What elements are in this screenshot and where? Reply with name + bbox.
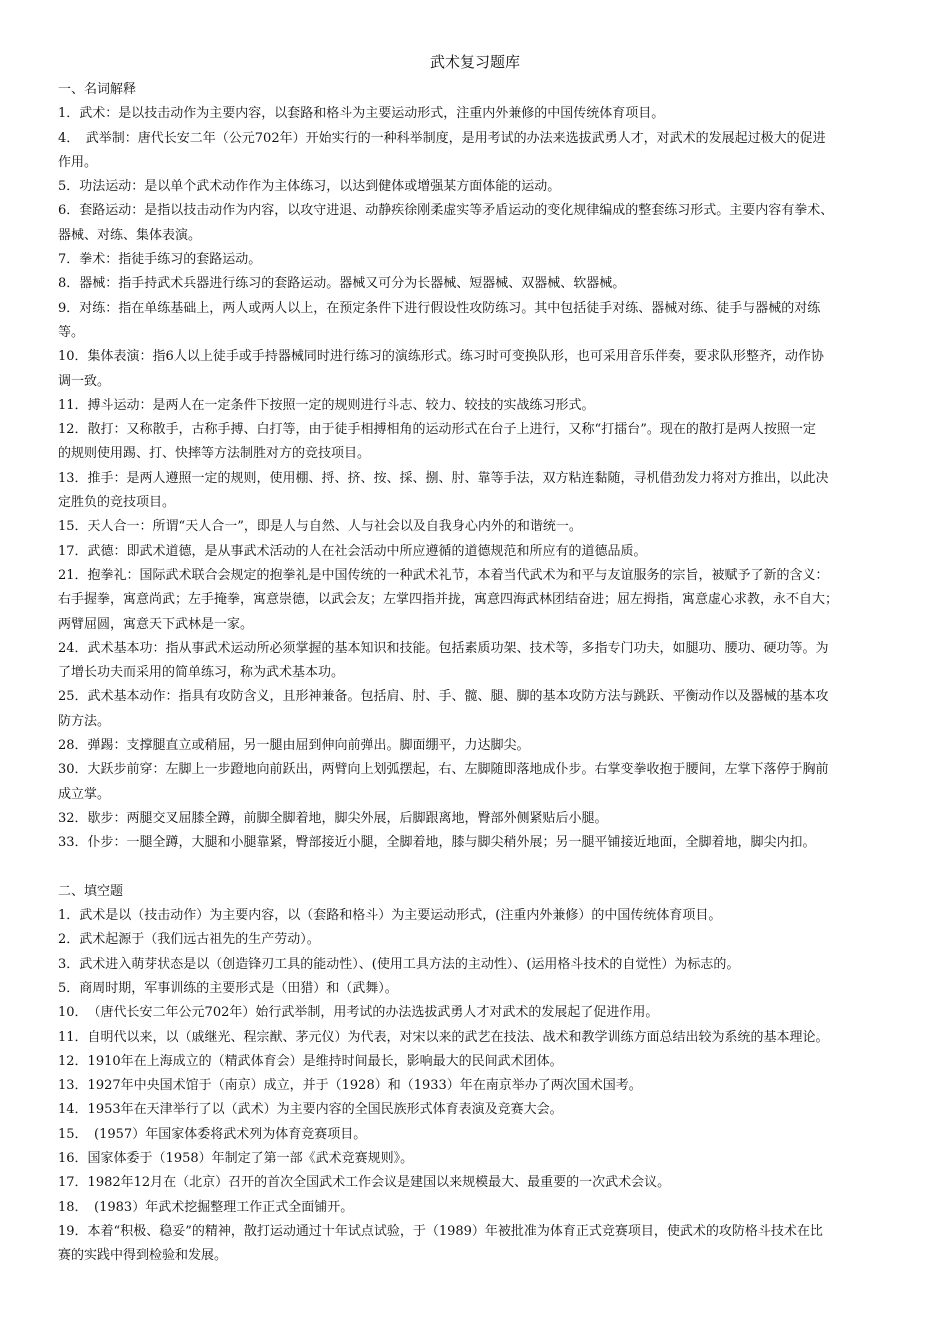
term-entry-line: 定胜负的竞技项目。 (58, 495, 176, 511)
term-entry-line: 12．散打：又称散手，古称手搏、白打等，由于徒手相搏相角的运动形式在台子上进行，又称“打擂台”。现在的散打是两人按照一定 (58, 422, 816, 438)
term-entry-line: 9．对练：指在单练基础上，两人或两人以上，在预定条件下进行假设性攻防练习。其中包括徒手对练、器械对练、徒手与器械的对练 (58, 300, 821, 316)
term-entry-line: 13．推手：是两人遵照一定的规则，使用棚、捋、挤、按、採、捌、肘、靠等手法，双方粘连黏随，寻机借劲发力将对方推出，以此决 (58, 470, 829, 486)
fill-blank-entry (58, 977, 912, 1001)
term-entry (58, 272, 912, 296)
term-entry (58, 467, 912, 516)
section-heading-terms: 一、名词解释 (58, 82, 137, 97)
term-entry (58, 199, 912, 248)
fill-blank-entry-line: 10． （唐代长安二年公元702年）始行武举制，用考试的办法选拔武勇人才对武术的发展起了促进作用。 (58, 1005, 659, 1021)
term-entry-line: 等。 (58, 324, 85, 340)
term-entry-line: 1．武术：是以技击动作为主要内容，以套路和格斗为主要运动形式，注重内外兼修的中国传统体育项目。 (58, 106, 665, 122)
term-entry (58, 297, 912, 346)
term-entry (58, 102, 912, 126)
term-entry-line: 25．武术基本动作：指具有攻防含义，且形神兼备。包括肩、肘、手、髋、腿、脚的基本攻防方法与跳跃、平衡动作以及器械的基本攻 (58, 689, 829, 705)
fill-blank-entry (58, 928, 912, 952)
section-heading-fill-blank: 二、填空题 (58, 883, 124, 899)
document-title: 武术复习题库 (429, 53, 520, 71)
fill-blank-entry (58, 1050, 912, 1074)
term-entry-line: 右手握拳，寓意尚武；左手掩拳，寓意崇德，以武会友；左掌四指并拢，寓意四海武林团结奋进；屈左拇指，寓意虚心求教，永不自大； (58, 592, 839, 608)
fill-blank-list (58, 904, 912, 1268)
term-entry-line: 了增长功夫而采用的简单练习，称为武术基本功。 (58, 665, 345, 681)
fill-blank-entry-line: 2．武术起源于（我们远古祖先的生产劳动）。 (58, 932, 320, 948)
fill-blank-entry (58, 1098, 912, 1122)
fill-blank-entry-line: 1．武术是以（技击动作）为主要内容，以（套路和格斗）为主要运动形式，(注重内外兼修）的中国传统体育项目。 (58, 908, 722, 924)
fill-blank-entry-line: 15． (1957）年国家体委将武术列为体育竞赛项目。 (58, 1126, 367, 1142)
term-entry-line: 11．搏斗运动：是两人在一定条件下按照一定的规则进行斗志、较力、较技的实战练习形式。 (58, 397, 595, 413)
term-entry-line: 24．武术基本功：指从事武术运动所必须掌握的基本知识和技能。包括素质功架、技术等，多指专门功夫，如腿功、腰功、硬功等。为 (58, 640, 829, 656)
fill-blank-entry-line: 19．本着“积极、稳妥”的精神，散打运动通过十年试点试验，于（1989）年被批准为体育正式竞赛项目，使武术的攻防格斗技术在比 (58, 1223, 823, 1239)
term-entry-line: 的规则使用踢、打、快摔等方法制胜对方的竞技项目。 (58, 446, 371, 462)
term-entry (58, 758, 912, 807)
term-entry-line: 32．歇步：两腿交叉屈膝全蹲，前脚全脚着地，脚尖外展，后脚跟离地，臀部外侧紧贴后小腿。 (58, 810, 608, 826)
term-entry-line: 两臂屈圆，寓意天下武林是一家。 (58, 616, 254, 632)
fill-blank-entry-line: 5．商周时期，军事训练的主要形式是（田猎）和（武舞）。 (58, 980, 398, 996)
term-entry (58, 127, 912, 176)
fill-blank-entry (58, 953, 912, 977)
fill-blank-entry (58, 1220, 912, 1269)
term-entry-line: 8．器械：指手持武术兵器进行练习的套路运动。器械又可分为长器械、短器械、双器械、软器械。 (58, 276, 626, 292)
term-entry (58, 515, 912, 539)
term-entry-line: 6．套路运动：是指以技击动作为内容，以攻守进退、动静疾徐刚柔虚实等矛盾运动的变化规律编成的整套练习形式。主要内容有拳术、 (58, 203, 834, 219)
term-entry (58, 175, 912, 199)
fill-blank-entry (58, 1026, 912, 1050)
term-entry-line: 4． 武举制：唐代长安二年（公元702年）开始实行的一种科举制度，是用考试的办法来选拔武勇人才，对武术的发展起过极大的促进 (58, 130, 826, 146)
term-entry-line: 17．武德：即武术道德，是从事武术活动的人在社会活动中所应遵循的道德规范和所应有的道德品质。 (58, 543, 647, 559)
term-entry (58, 637, 912, 686)
fill-blank-entry (58, 1196, 912, 1220)
section-spacer (58, 856, 912, 880)
term-entry-line: 15．天人合一：所谓“天人合一”，即是人与自然、人与社会以及自我身心内外的和谐统一。 (58, 519, 582, 535)
term-entry (58, 685, 912, 734)
term-entry (58, 248, 912, 272)
term-entry-line: 28．弹踢：支撑腿直立或稍屈，另一腿由屈到伸向前弹出。脚面绷平，力达脚尖。 (58, 738, 530, 754)
fill-blank-entry-line: 18． (1983）年武术挖掘整理工作正式全面铺开。 (58, 1199, 354, 1215)
term-entry-line: 33．仆步：一腿全蹲，大腿和小腿靠紧，臀部接近小腿，全脚着地，膝与脚尖稍外展；另一腿平铺接近地面，全脚着地，脚尖内扣。 (58, 835, 816, 851)
fill-blank-entry (58, 1147, 912, 1171)
fill-blank-entry-line: 12．1910年在上海成立的（精武体育会）是维持时间最长，影响最大的民间武术团体。 (58, 1053, 563, 1069)
term-entry (58, 345, 912, 394)
term-entry-line: 10．集体表演：指6人以上徒手或手持器械同时进行练习的演练形式。练习时可变换队形，也可采用音乐伴奏，要求队形整齐，动作协 (58, 349, 824, 365)
fill-blank-entry (58, 1074, 912, 1098)
fill-blank-entry (58, 1171, 912, 1195)
fill-blank-entry-line: 13．1927年中央国术馆于（南京）成立，并于（1928）和（1933）年在南京举办了两次国术国考。 (58, 1078, 642, 1094)
fill-blank-entry-line: 3．武术进入萌芽状态是以（创造锋刃工具的能动性）、(使用工具方法的主动性）、(运用格斗技术的自觉性）为标志的。 (58, 956, 740, 972)
terms-list (58, 102, 912, 855)
term-entry (58, 564, 912, 637)
term-entry-line: 21．抱拳礼：国际武术联合会规定的抱拳礼是中国传统的一种武术礼节，本着当代武术为和平与友谊服务的宗旨，被赋予了新的含义： (58, 567, 829, 583)
fill-blank-entry-line: 17．1982年12月在（北京）召开的首次全国武术工作会议是建国以来规模最大、最重要的一次武术会议。 (58, 1175, 671, 1191)
term-entry (58, 807, 912, 831)
term-entry (58, 418, 912, 467)
term-entry (58, 831, 912, 855)
term-entry-line: 作用。 (58, 154, 98, 170)
term-entry (58, 394, 912, 418)
term-entry-line: 5．功法运动：是以单个武术动作作为主体练习，以达到健体或增强某方面体能的运动。 (58, 179, 561, 195)
term-entry-line: 成立掌。 (58, 786, 111, 802)
fill-blank-entry (58, 1123, 912, 1147)
term-entry-line: 30．大跃步前穿：左脚上一步蹬地向前跃出，两臂向上划弧摆起，右、左脚随即落地成仆步。右掌变拳收抱于腰间，左掌下落停于胸前 (58, 762, 829, 778)
fill-blank-entry (58, 904, 912, 928)
fill-blank-entry (58, 1001, 912, 1025)
fill-blank-entry-line: 赛的实践中得到检验和发展。 (58, 1248, 228, 1264)
document-body (58, 78, 912, 1269)
term-entry-line: 器械、对练、集体表演。 (58, 227, 202, 243)
term-entry (58, 540, 912, 564)
term-entry-line: 防方法。 (58, 713, 111, 729)
term-entry-line: 7．拳术：指徒手练习的套路运动。 (58, 252, 262, 268)
fill-blank-entry-line: 14．1953年在天津举行了以（武术）为主要内容的全国民族形式体育表演及竞赛大会。 (58, 1102, 563, 1118)
term-entry (58, 734, 912, 758)
fill-blank-entry-line: 16．国家体委于（1958）年制定了第一部《武术竞赛规则》。 (58, 1151, 414, 1167)
term-entry-line: 调一致。 (58, 373, 111, 389)
fill-blank-entry-line: 11．自明代以来，以（戚继光、程宗猷、茅元仪）为代表，对宋以来的武艺在技法、战术和教学训练方面总结出较为系统的基本理论。 (58, 1029, 829, 1045)
